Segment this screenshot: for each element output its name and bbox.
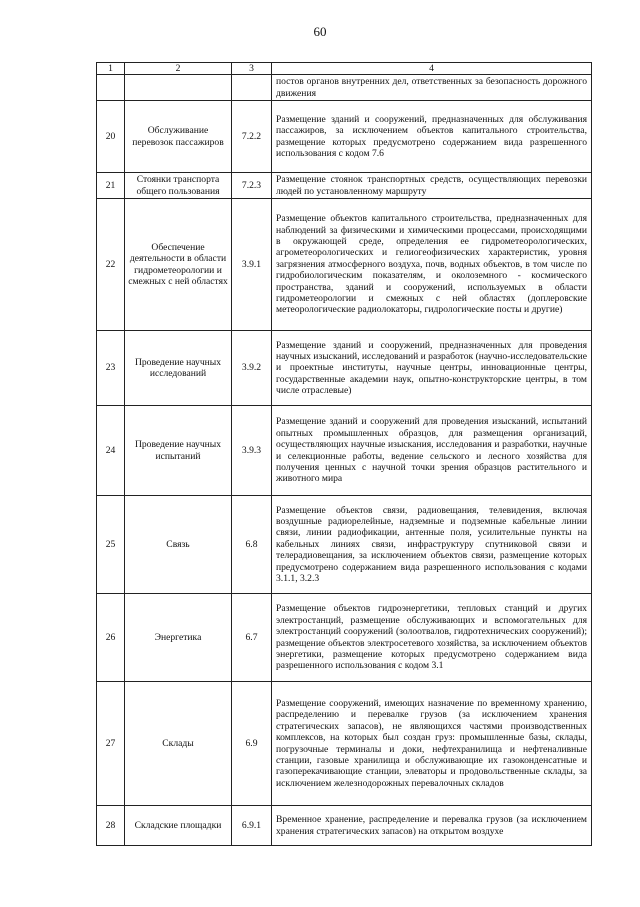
row-name: Проведение научных испытаний <box>125 406 232 496</box>
row-description: Временное хранение, распределение и перевалка грузов (за исключением хранения стратегических запасов) на открытом воздухе <box>272 806 592 846</box>
row-number: 26 <box>97 594 125 682</box>
row-name: Связь <box>125 496 232 594</box>
page-number: 60 <box>313 24 327 39</box>
table-row <box>97 331 592 406</box>
row-number: 20 <box>97 101 125 173</box>
table-row <box>97 199 592 331</box>
row-description: Размещение стоянок транспортных средств, осуществляющих перевозки людей по установленному маршруту <box>272 173 592 199</box>
row-name: Складские площадки <box>125 806 232 846</box>
row-name: Проведение научных исследований <box>125 331 232 406</box>
row-code <box>232 75 272 101</box>
row-name <box>125 75 232 101</box>
row-code: 3.9.2 <box>232 331 272 406</box>
row-code: 7.2.3 <box>232 173 272 199</box>
table-row <box>97 406 592 496</box>
row-number: 25 <box>97 496 125 594</box>
row-code: 6.9.1 <box>232 806 272 846</box>
row-number: 23 <box>97 331 125 406</box>
row-number: 24 <box>97 406 125 496</box>
header-cell: 4 <box>272 63 592 75</box>
table-row <box>97 682 592 806</box>
table-row <box>97 496 592 594</box>
row-number: 22 <box>97 199 125 331</box>
row-description: Размещение зданий и сооружений, предназначенных для проведения научных изысканий, исследований и разработок (научно-исследовательские и проектные институты, научные центры, инновационные центры, государственные академии наук, опытно-конструкторские центры, в том числе отраслевые) <box>272 331 592 406</box>
row-description: Размещение зданий и сооружений для проведения изысканий, испытаний опытных промышленных образцов, для размещения организаций, осуществляющих научные изыскания, исследования и разработки, научные и селекционные работы, ведение сельского и лесного хозяйства для получения ценных с научной точки зрения образцов растительного и животного мира <box>272 406 592 496</box>
row-description: Размещение сооружений, имеющих назначение по временному хранению, распределению и перевалке грузов (за исключением хранения стратегических запасов), не являющихся частями производственных комплексов, на которых был создан груз: промышленные базы, склады, погрузочные терминалы и доки, нефтехранилища и нефтеналивные станции, газовые хранилища и обслуживающие их газоконденсатные и газоперекачивающие станции, элеваторы и продовольственные склады, за исключением железнодорожных перевалочных складов <box>272 682 592 806</box>
row-name: Стоянки транспорта общего пользования <box>125 173 232 199</box>
row-description: Размещение объектов гидроэнергетики, тепловых станций и других электростанций, размещение обслуживающих и вспомогательных для электростанций сооружений (золоотвалов, гидротехнических сооружений); размещение объектов электросетевого хозяйства, за исключением объектов энергетики, размещение которых предусмотрено содержанием вида разрешенного использования с кодом 3.1 <box>272 594 592 682</box>
row-code: 7.2.2 <box>232 101 272 173</box>
row-number: 28 <box>97 806 125 846</box>
row-code: 3.9.1 <box>232 199 272 331</box>
row-name: Обслуживание перевозок пассажиров <box>125 101 232 173</box>
table-header-row <box>97 63 592 75</box>
row-number <box>97 75 125 101</box>
header-cell: 2 <box>125 63 232 75</box>
row-number: 21 <box>97 173 125 199</box>
row-name: Склады <box>125 682 232 806</box>
row-number: 27 <box>97 682 125 806</box>
table-row <box>97 806 592 846</box>
row-code: 6.9 <box>232 682 272 806</box>
row-description: Размещение объектов капитального строительства, предназначенных для наблюдений за физическими и химическими процессами, происходящими в окружающей среде, определения ее гидрометеорологических, агрометеорологических и гелиогеофизических характеристик, уровня загрязнения атмосферного воздуха, почв, водных объектов, в том числе по гидробиологическим показателям, и околоземного - космического пространства, зданий и сооружений, используемых в области гидрометеорологии и смежных с ней областях (доплеровские метеорологические радиолокаторы, гидрологические посты и другие) <box>272 199 592 331</box>
table-row <box>97 101 592 173</box>
header-cell: 1 <box>97 63 125 75</box>
row-name: Энергетика <box>125 594 232 682</box>
row-name: Обеспечение деятельности в области гидрометеорологии и смежных с ней областях <box>125 199 232 331</box>
table-row <box>97 75 592 101</box>
row-code: 6.8 <box>232 496 272 594</box>
row-code: 6.7 <box>232 594 272 682</box>
table-row <box>97 594 592 682</box>
table-row <box>97 173 592 199</box>
row-description: постов органов внутренних дел, ответственных за безопасность дорожного движения <box>272 75 592 101</box>
row-description: Размещение объектов связи, радиовещания, телевидения, включая воздушные радиорелейные, надземные и подземные кабельные линии связи, линии радиофикации, антенные поля, усилительные пункты на кабельных линиях связи, инфраструктуру спутниковой связи и телерадиовещания, за исключением объектов связи, размещение которых предусмотрено содержанием вида разрешенного использования с кодами 3.1.1, 3.2.3 <box>272 496 592 594</box>
header-cell: 3 <box>232 63 272 75</box>
land-use-table <box>96 62 592 846</box>
row-code: 3.9.3 <box>232 406 272 496</box>
row-description: Размещение зданий и сооружений, предназначенных для обслуживания пассажиров, за исключением объектов капитального строительства, размещение которых предусмотрено содержанием вида разрешенного использования с кодом 7.6 <box>272 101 592 173</box>
